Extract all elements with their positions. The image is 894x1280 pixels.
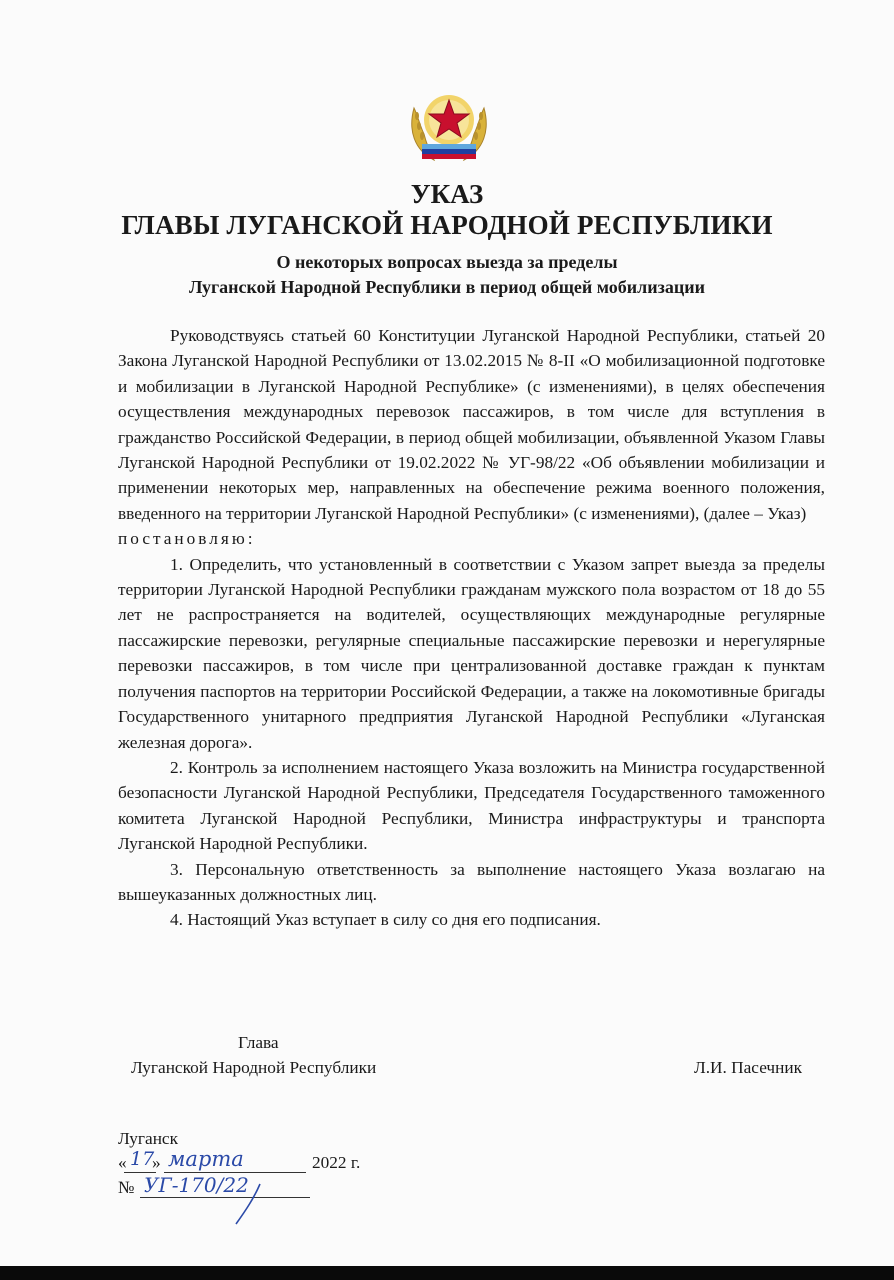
pen-stroke-mark — [220, 1180, 280, 1228]
subject-line-2: Луганской Народной Республики в период общей мобилизации — [188, 277, 705, 297]
signatory-title: Глава — [238, 1033, 279, 1052]
preamble-paragraph: Руководствуясь статьей 60 Конституции Луганской Народной Республики, статьей 20 Закона Луганской Народной Республики от 13.02.2015 № 8-II «О мобилизационной подготовке и мобилизации в Луганской Народной Республике» (с изменениями), в целях обеспечения осуществления международных перевозок пассажиров, в том числе для вступления в гражданство Российской Федерации, в период общей мобилизации, объявленной Указом Главы Луганской Народной Республики от 19.02.2022 № УГ-98/22 «Об объявлении мобилизации и применении некоторых мер, направленных на обеспечение режима военного положения, введенного на территории Луганской Народной Республики» (с изменениями), (далее – Указ) — [118, 326, 825, 523]
issue-city: Луганск — [118, 1129, 179, 1148]
decree-word: постановляю: — [118, 529, 256, 549]
issuer-heading: ГЛАВЫ ЛУГАНСКОЙ НАРОДНОЙ РЕСПУБЛИКИ — [121, 210, 773, 240]
document-number — [118, 1173, 318, 1202]
date-year: 2022 г. — [312, 1153, 361, 1172]
decree-item-4: 4. Настоящий Указ вступает в силу со дня его подписания. — [170, 910, 601, 930]
decree-body — [118, 323, 825, 933]
document-type-heading: УКАЗ — [410, 179, 484, 209]
signatory-name: Л.И. Пасечник — [694, 1058, 803, 1077]
number-prefix: № — [118, 1178, 135, 1197]
decree-item-1: 1. Определить, что установленный в соответствии с Указом запрет выезда за пределы территории Луганской Народной Республики гражданам мужского пола возрастом от 18 до 55 лет не распространяется на водителей, осуществляющих международные регулярные пассажирские перевозки, регулярные специальные пассажирские перевозки и нерегулярные перевозки пассажиров, в том числе при централизованной доставке граждан к пунктам получения паспортов на территории Российской Федерации, а также на локомотивные бригады Государственного унитарного предприятия Луганской Народной Республики «Луганская железная дорога». — [118, 554, 825, 752]
date-open-quote: « — [118, 1153, 127, 1172]
date-close-quote: » — [152, 1153, 161, 1172]
handwritten-number: УГ-170/22 — [144, 1173, 249, 1197]
lnr-coat-of-arms-icon — [404, 86, 494, 168]
handwritten-month: марта — [168, 1147, 244, 1171]
handwritten-day: 17 — [130, 1148, 155, 1170]
decree-item-3: 3. Персональную ответственность за выполнение настоящего Указа возлагаю на вышеуказанных должностных лиц. — [118, 859, 825, 904]
document-subject — [0, 250, 894, 300]
decree-item-2: 2. Контроль за исполнением настоящего Указа возложить на Министра государственной безопасности Луганской Народной Республики, Председателя Государственного таможенного комитета Луганской Народной Республики, Министра инфраструктуры и транспорта Луганской Народной Республики. — [118, 757, 825, 854]
signatory-organization: Луганской Народной Республики — [131, 1058, 377, 1077]
screen-bottom-bar — [0, 1266, 894, 1280]
subject-line-1: О некоторых вопросах выезда за пределы — [276, 252, 618, 272]
